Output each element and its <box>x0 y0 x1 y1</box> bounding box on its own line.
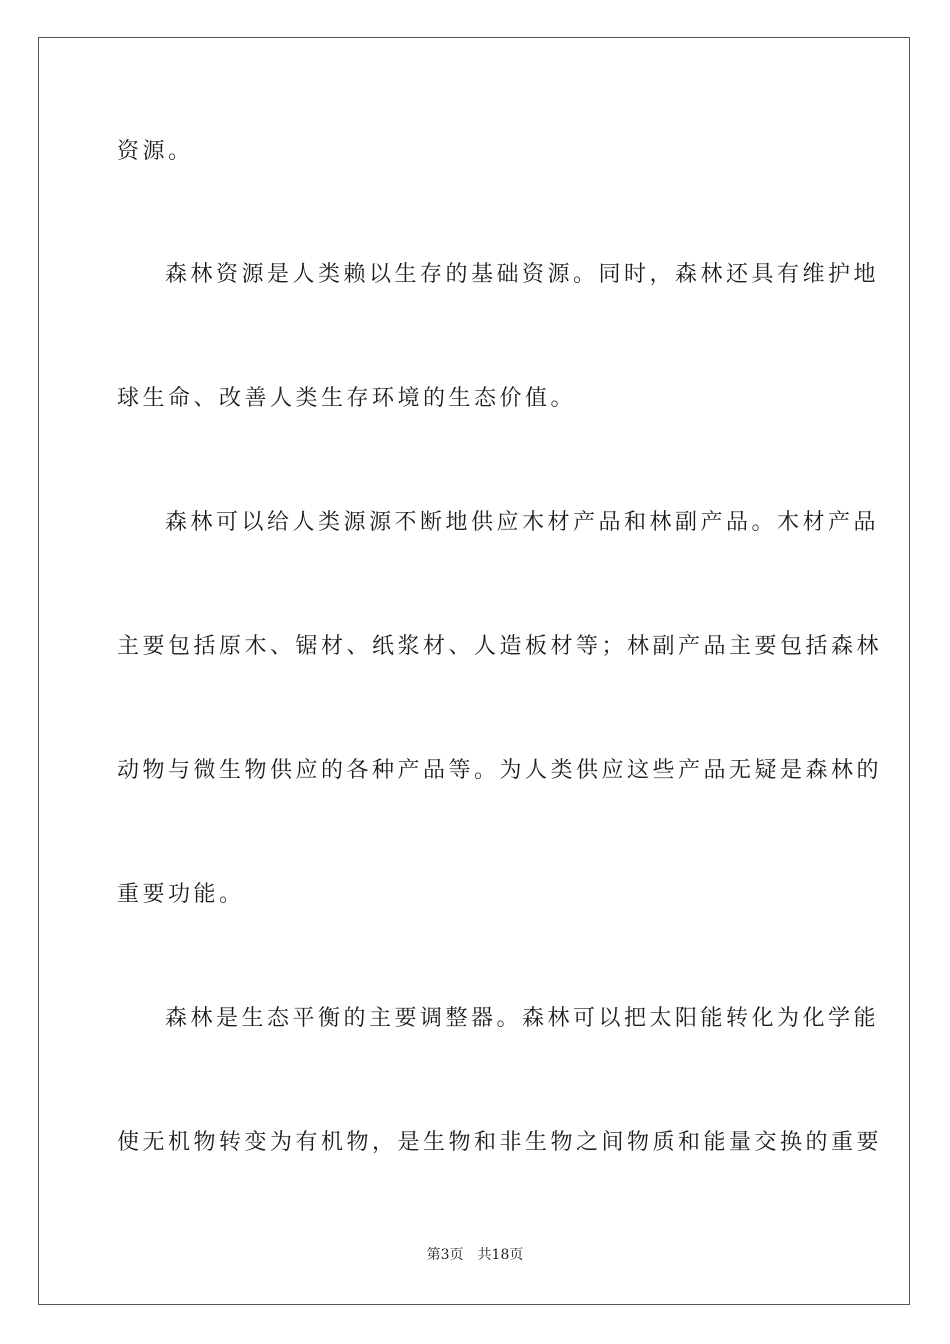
text-line: 球生命、改善人类生存环境的生态价值。 <box>117 386 577 411</box>
page-number: 第3页 <box>426 1247 464 1263</box>
text-line: 资源。 <box>117 139 194 164</box>
text-line: 森林资源是人类赖以生存的基础资源。同时，森林还具有维护地 <box>165 262 880 287</box>
text-line: 使无机物转变为有机物，是生物和非生物之间物质和能量交换的重要 <box>117 1130 883 1155</box>
text-line: 重要功能。 <box>117 882 245 907</box>
page-footer <box>0 1246 950 1264</box>
text-line: 森林可以给人类源源不断地供应木材产品和林副产品。木材产品 <box>165 510 880 535</box>
total-pages: 共18页 <box>477 1247 524 1263</box>
page-frame <box>38 37 910 1305</box>
text-line: 主要包括原木、锯材、纸浆材、人造板材等；林副产品主要包括森林 <box>117 634 883 659</box>
text-line: 森林是生态平衡的主要调整器。森林可以把太阳能转化为化学能 <box>165 1006 880 1031</box>
text-line: 动物与微生物供应的各种产品等。为人类供应这些产品无疑是森林的 <box>117 758 883 783</box>
